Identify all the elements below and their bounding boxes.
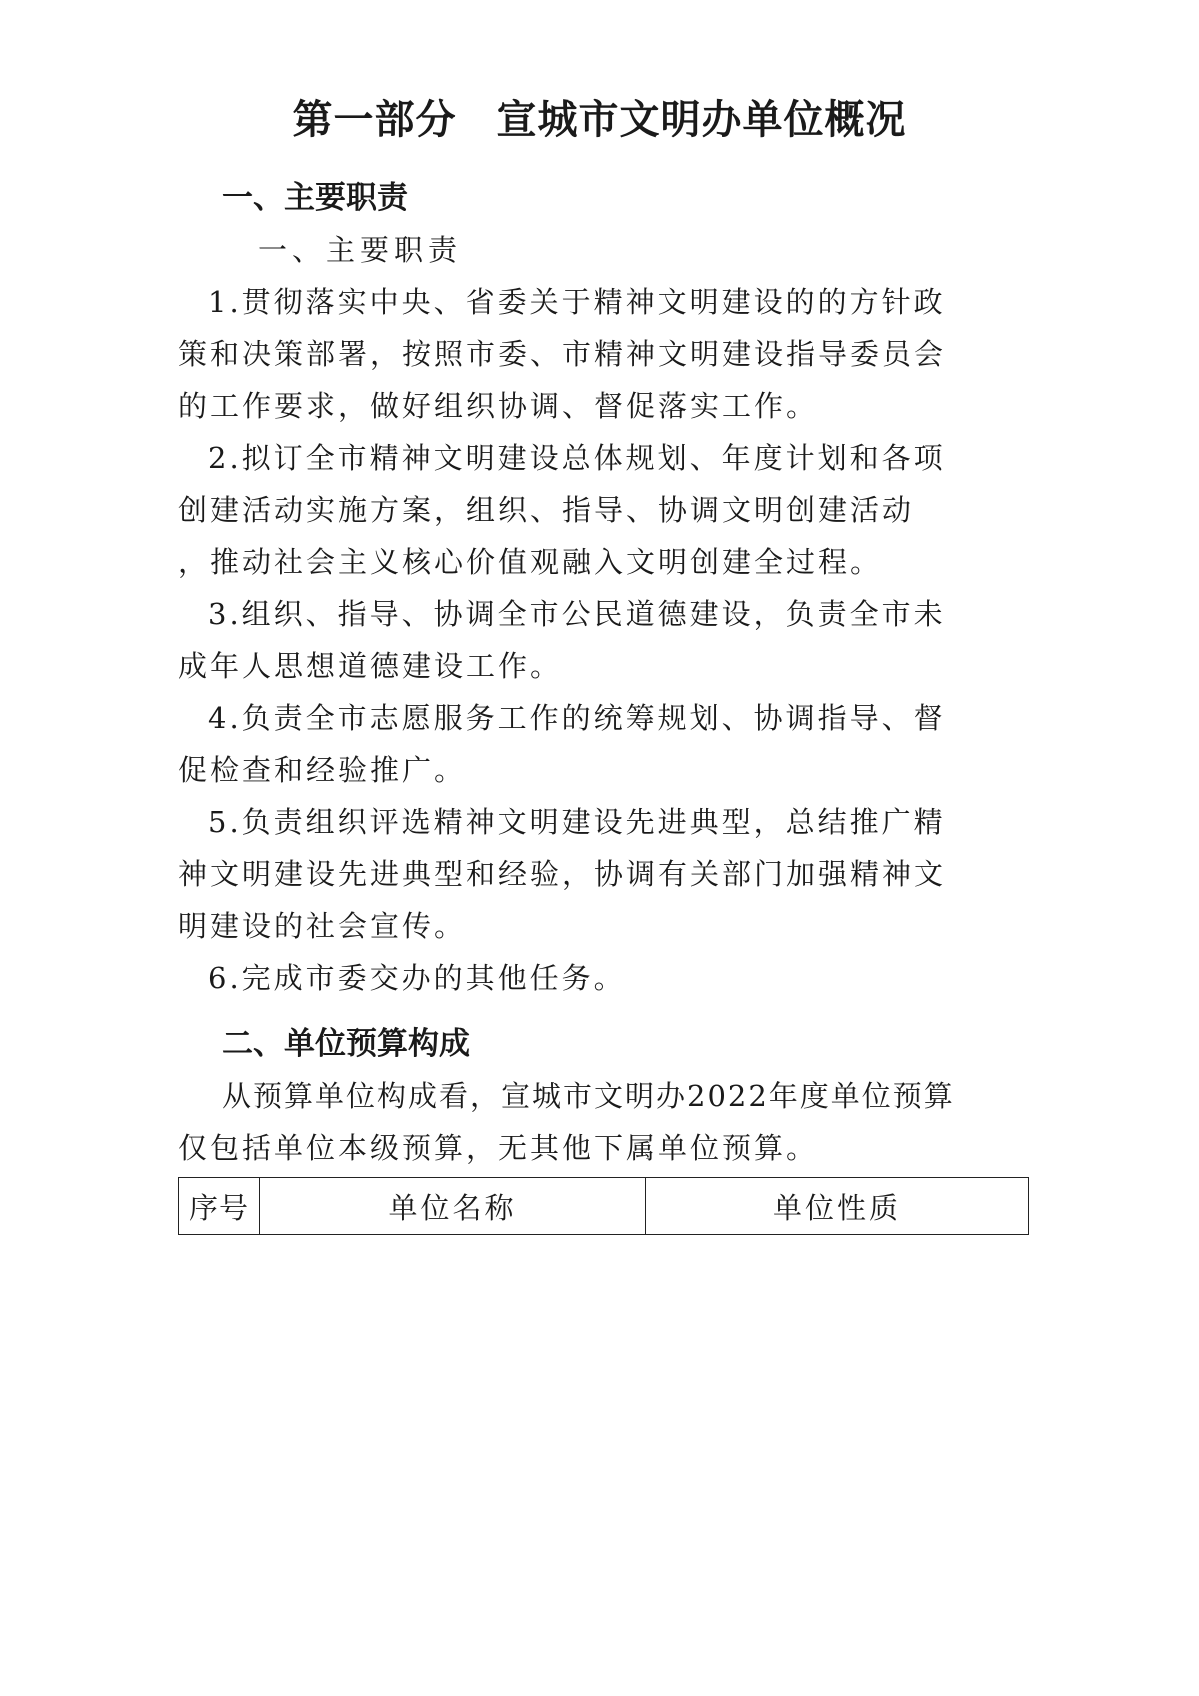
duty-line: 的工作要求，做好组织协调、督促落实工作。 (178, 389, 819, 423)
page-title (0, 92, 1199, 148)
duty-line: 6.完成市委交办的其他任务。 (208, 961, 626, 995)
page-title-name: 宣城市文明办单位概况 (496, 97, 907, 143)
col-header-unit-type: 单位性质 (646, 1178, 1029, 1235)
section-heading-budget: 二、单位预算构成 (222, 1026, 470, 1062)
sub-heading-duties: 一、主要职责 (258, 233, 463, 267)
section-heading-duties: 一、主要职责 (222, 180, 408, 216)
duty-line: ，推动社会主义核心价值观融入文明创建全过程。 (178, 545, 883, 579)
duty-line: 4.负责全市志愿服务工作的统筹规划、协调指导、督 (208, 701, 946, 735)
page-title-part: 第一部分 (292, 97, 457, 143)
budget-line: 从预算单位构成看，宣城市文明办2022年度单位预算 (222, 1079, 955, 1113)
duty-line: 5.负责组织评选精神文明建设先进典型，总结推广精 (208, 805, 946, 839)
unit-table (178, 1177, 1029, 1235)
budget-line: 仅包括单位本级预算，无其他下属单位预算。 (178, 1131, 819, 1165)
col-header-unit-name: 单位名称 (260, 1178, 646, 1235)
duty-line: 明建设的社会宣传。 (178, 909, 467, 943)
col-header-index: 序号 (179, 1178, 260, 1235)
duty-line: 2.拟订全市精神文明建设总体规划、年度计划和各项 (208, 441, 946, 475)
duty-line: 3.组织、指导、协调全市公民道德建设，负责全市未 (208, 597, 946, 631)
duty-line: 策和决策部署，按照市委、市精神文明建设指导委员会 (178, 337, 947, 371)
duty-line: 促检查和经验推广。 (178, 753, 467, 787)
duty-line: 神文明建设先进典型和经验，协调有关部门加强精神文 (178, 857, 947, 891)
table-header-row (179, 1178, 1029, 1235)
duty-line: 成年人思想道德建设工作。 (178, 649, 563, 683)
duty-line: 创建活动实施方案，组织、指导、协调文明创建活动 (178, 493, 915, 527)
duty-line: 1.贯彻落实中央、省委关于精神文明建设的的方针政 (208, 285, 946, 319)
